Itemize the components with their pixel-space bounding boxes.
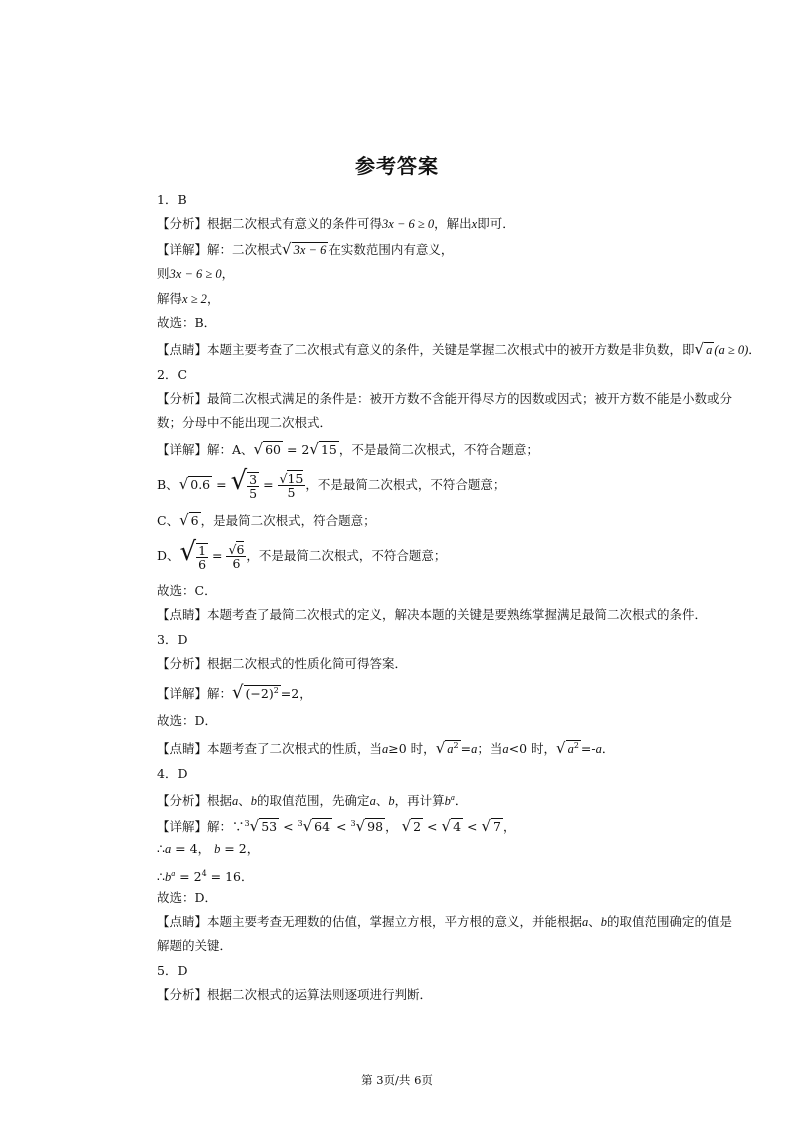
analysis-text: ． xyxy=(454,793,468,809)
radicand: a xyxy=(447,742,454,757)
detail-tag: 【详解】 xyxy=(157,442,208,457)
q2-analysis xyxy=(157,390,732,408)
q1-comment xyxy=(157,340,761,359)
comment-tag: 【点睛】 xyxy=(157,607,208,622)
analysis-text: 根据二次根式的性质化简可得答案． xyxy=(207,656,408,671)
fraction-denominator: 6 xyxy=(232,556,241,571)
comment-text: 本题主要考查了二次根式有意义的条件，关键是掌握二次根式中的被开方数是非负数，即 xyxy=(207,342,695,357)
exponent: a xyxy=(450,793,455,802)
radicand: 53 xyxy=(261,819,278,835)
comment-text: ；当 xyxy=(477,741,503,757)
radicand: 4 xyxy=(453,819,462,835)
q4-comment-cont: 解题的关键． xyxy=(157,938,233,953)
q2-answer: 2．C xyxy=(157,367,188,382)
exponent: a xyxy=(171,869,176,878)
comment-tag: 【点睛】 xyxy=(157,342,208,357)
cube-root: $^3$√ 64 xyxy=(297,817,331,836)
radicand: 60 xyxy=(265,442,282,457)
comment-text: ． xyxy=(748,342,761,357)
analysis-text: 根据二次根式有意义的条件可得 xyxy=(207,216,383,231)
comment-tag: 【点睛】 xyxy=(157,914,208,929)
fraction-denominator: 5 xyxy=(249,485,258,501)
radical: √ 4 xyxy=(441,817,462,836)
step-text: 则 xyxy=(157,266,170,281)
detail-text: ，是最简二次根式，符合题意； xyxy=(200,513,376,528)
radicand: a xyxy=(706,343,713,357)
radicand: 7 xyxy=(493,819,501,835)
comment-text: 本题主要考查无理数的估值，掌握立方根，平方根的意义，并能根据 xyxy=(207,914,583,929)
q2-detail-c xyxy=(157,511,376,530)
comment-text: 、 xyxy=(588,914,601,929)
math-variable: b xyxy=(444,794,451,809)
step-text: ， xyxy=(221,266,235,281)
radical: √ $a^2$ xyxy=(556,739,579,758)
radical: √ 3x − 6 xyxy=(282,240,327,258)
math-variable: x xyxy=(471,217,478,231)
math-expression: 3x − 6 ≥ 0 xyxy=(169,267,222,281)
math-variable: a xyxy=(471,742,478,757)
cube-root: $^3$√ 53 xyxy=(244,817,278,836)
detail-text: 在实数范围内有意义， xyxy=(328,242,454,257)
q4-analysis xyxy=(157,789,467,810)
radicand: 0.6 xyxy=(190,477,211,492)
radicand: 2 xyxy=(413,819,422,835)
option-label: C、 xyxy=(157,513,180,528)
math-text: ． xyxy=(241,869,254,885)
detail-text: ，不是最简二次根式，不符合题意； xyxy=(305,477,506,492)
q2-detail-a xyxy=(157,440,539,459)
radicand: 3x − 6 xyxy=(293,243,327,257)
analysis-tag: 【分析】 xyxy=(157,793,208,809)
math-variable: a xyxy=(164,842,172,856)
analysis-tag: 【分析】 xyxy=(157,656,208,671)
q2-detail-d: D、√ $\frac{1}{6}$ = $\frac{√6}{6}$ ，不是最简二次根式，不符合题意； xyxy=(157,537,447,572)
q1-detail xyxy=(157,240,453,259)
radical: √ 0.6 xyxy=(178,475,211,493)
detail-text: 解： xyxy=(207,686,233,702)
q2-comment xyxy=(157,606,707,624)
comment-text: <0 时， xyxy=(508,741,556,757)
fraction-numerator: 15 xyxy=(287,471,304,486)
radicand: 6 xyxy=(190,513,199,528)
q1-analysis xyxy=(157,215,515,233)
detail-text: ，不是最简二次根式，不符合题意； xyxy=(246,548,447,563)
math-text: < xyxy=(332,819,351,835)
radicand: a xyxy=(567,742,574,757)
exponent: 2 xyxy=(573,741,579,750)
math-text: ， xyxy=(246,841,260,856)
detail-text: =2， xyxy=(280,686,312,702)
math-expression: x ≥ 2 xyxy=(182,292,207,306)
detail-tag: 【详解】 xyxy=(157,686,208,702)
radical: √ 6 xyxy=(179,511,199,529)
exponent: 4 xyxy=(201,869,207,878)
q5-analysis xyxy=(157,986,432,1004)
comment-text: ≥0 时， xyxy=(388,741,436,757)
q2-analysis-cont: 数；分母中不能出现二次根式． xyxy=(157,415,333,430)
q4-step-b xyxy=(157,865,254,886)
q2-choice: 故选：C． xyxy=(157,583,217,598)
page-footer: 第 3页/共 6页 xyxy=(361,1073,433,1087)
math-variable: b xyxy=(250,794,258,809)
fraction-denominator: 5 xyxy=(287,485,296,500)
option-label: D、 xyxy=(157,548,180,563)
analysis-text: 根据 xyxy=(207,793,233,809)
radical: √ 7 xyxy=(481,817,501,836)
analysis-text: 最简二次根式满足的条件是：被开方数不含能开得尽方的因数或因式；被开方数不能是小数或分 xyxy=(207,391,733,406)
q4-detail xyxy=(157,815,515,836)
analysis-text: 即可． xyxy=(477,216,515,231)
math-text: = xyxy=(460,741,472,757)
radical: √ $\frac{1}{6}$ xyxy=(179,537,207,572)
exponent: 2 xyxy=(273,686,279,695)
q1-step-then xyxy=(157,265,234,283)
q3-comment xyxy=(157,737,614,758)
math-text: < xyxy=(463,819,482,835)
math-text: ， xyxy=(197,841,215,856)
fraction-denominator: 6 xyxy=(198,556,207,572)
math-variable: b xyxy=(600,915,608,929)
q4-answer: 4．D xyxy=(157,766,188,781)
fraction-numerator: 3 xyxy=(249,471,258,487)
math-expression: 3x − 6 ≥ 0 xyxy=(382,217,435,231)
radical: √ 2 xyxy=(401,817,422,836)
q1-choice: 故选：B． xyxy=(157,315,217,330)
math-variable: a xyxy=(582,915,589,929)
detail-text: 解：A、 xyxy=(207,442,254,457)
detail-text: ，不是最简二次根式，不符合题意； xyxy=(338,442,539,457)
detail-tag: 【详解】 xyxy=(157,242,208,257)
radicand: 98 xyxy=(367,819,384,835)
q4-comment xyxy=(157,913,732,931)
analysis-text: 根据二次根式的运算法则逐项进行判断． xyxy=(207,987,433,1002)
math-text: = 4 xyxy=(171,841,198,856)
comment-tag: 【点睛】 xyxy=(157,741,208,757)
radical: √ a xyxy=(694,340,713,358)
radical: √ $a^2$ xyxy=(435,739,459,758)
math-variable: a xyxy=(382,742,389,757)
math-variable: b xyxy=(214,842,221,856)
radicand: 15 xyxy=(320,442,337,457)
q3-analysis xyxy=(157,655,407,673)
q1-answer: 1．B xyxy=(157,192,187,207)
comment-text: ． xyxy=(601,741,615,757)
analysis-text: 、 xyxy=(375,793,389,809)
q3-detail xyxy=(157,682,312,703)
math-text: ∴ xyxy=(157,841,165,856)
comment-text: 的取值范围确定的值是 xyxy=(607,914,733,929)
comment-text: 本题考查了二次根式的性质，当 xyxy=(207,741,383,757)
radicand: 64 xyxy=(314,819,331,835)
math-text: = 2 xyxy=(283,442,310,457)
math-text: < xyxy=(279,819,298,835)
math-variable: a xyxy=(595,742,602,757)
q3-choice: 故选：D． xyxy=(157,713,218,728)
radical: √ 60 xyxy=(253,440,282,458)
math-variable: b xyxy=(388,794,395,809)
comment-text: 本题考查了最简二次根式的定义，解决本题的关键是要熟练掌握满足最简二次根式的条件． xyxy=(207,607,708,622)
math-variable: a xyxy=(232,794,239,809)
math-text: < xyxy=(423,819,442,835)
math-text: = 2 xyxy=(175,869,202,885)
analysis-text: 的取值范围，先确定 xyxy=(257,793,370,809)
detail-tag: 【详解】 xyxy=(157,819,208,835)
math-text: = 16 xyxy=(206,869,241,885)
math-text: =- xyxy=(580,741,596,757)
radical: √ $(-2)^2$ xyxy=(232,682,279,704)
analysis-tag: 【分析】 xyxy=(157,987,208,1002)
analysis-text: 、 xyxy=(238,793,251,809)
page-title: 参考答案 xyxy=(355,154,439,178)
math-variable: a xyxy=(369,794,376,809)
radicand: (−2) xyxy=(245,686,274,702)
math-condition: (a ≥ 0) xyxy=(714,343,749,357)
analysis-tag: 【分析】 xyxy=(157,216,208,231)
cube-root: $^3$√ 98 xyxy=(350,817,384,836)
detail-text: 解：∵ xyxy=(207,819,245,835)
exponent: 2 xyxy=(453,741,459,750)
math-text: = 2 xyxy=(220,841,247,856)
q4-step-a xyxy=(157,840,259,858)
detail-text: 解：二次根式 xyxy=(207,242,283,257)
option-label: B、 xyxy=(157,477,179,492)
fraction-numerator: 6 xyxy=(236,542,245,557)
math-variable: b xyxy=(164,870,172,885)
q3-answer: 3．D xyxy=(157,632,188,647)
q4-choice: 故选：D． xyxy=(157,890,218,905)
radical: √ $\frac{3}{5}$ xyxy=(230,466,258,501)
q2-detail-b: B、√ 0.6 = √ $\frac{3}{5}$ = $\frac{√15}{5}$ ，不是最简二次根式，不符合题意； xyxy=(157,466,506,501)
step-text: 解得 xyxy=(157,291,183,306)
detail-text: ， xyxy=(502,819,516,835)
q1-step-solve xyxy=(157,290,219,308)
step-text: ， xyxy=(206,291,220,306)
fraction-numerator: 1 xyxy=(198,542,207,558)
math-text: ∴ xyxy=(157,869,165,885)
analysis-tag: 【分析】 xyxy=(157,391,208,406)
q5-answer: 5．D xyxy=(157,963,188,978)
math-variable: a xyxy=(502,742,509,757)
detail-text: ， xyxy=(385,819,398,835)
analysis-text: ，再计算 xyxy=(394,793,445,809)
analysis-text: ，解出 xyxy=(434,216,472,231)
radical: √ 15 xyxy=(309,440,337,458)
